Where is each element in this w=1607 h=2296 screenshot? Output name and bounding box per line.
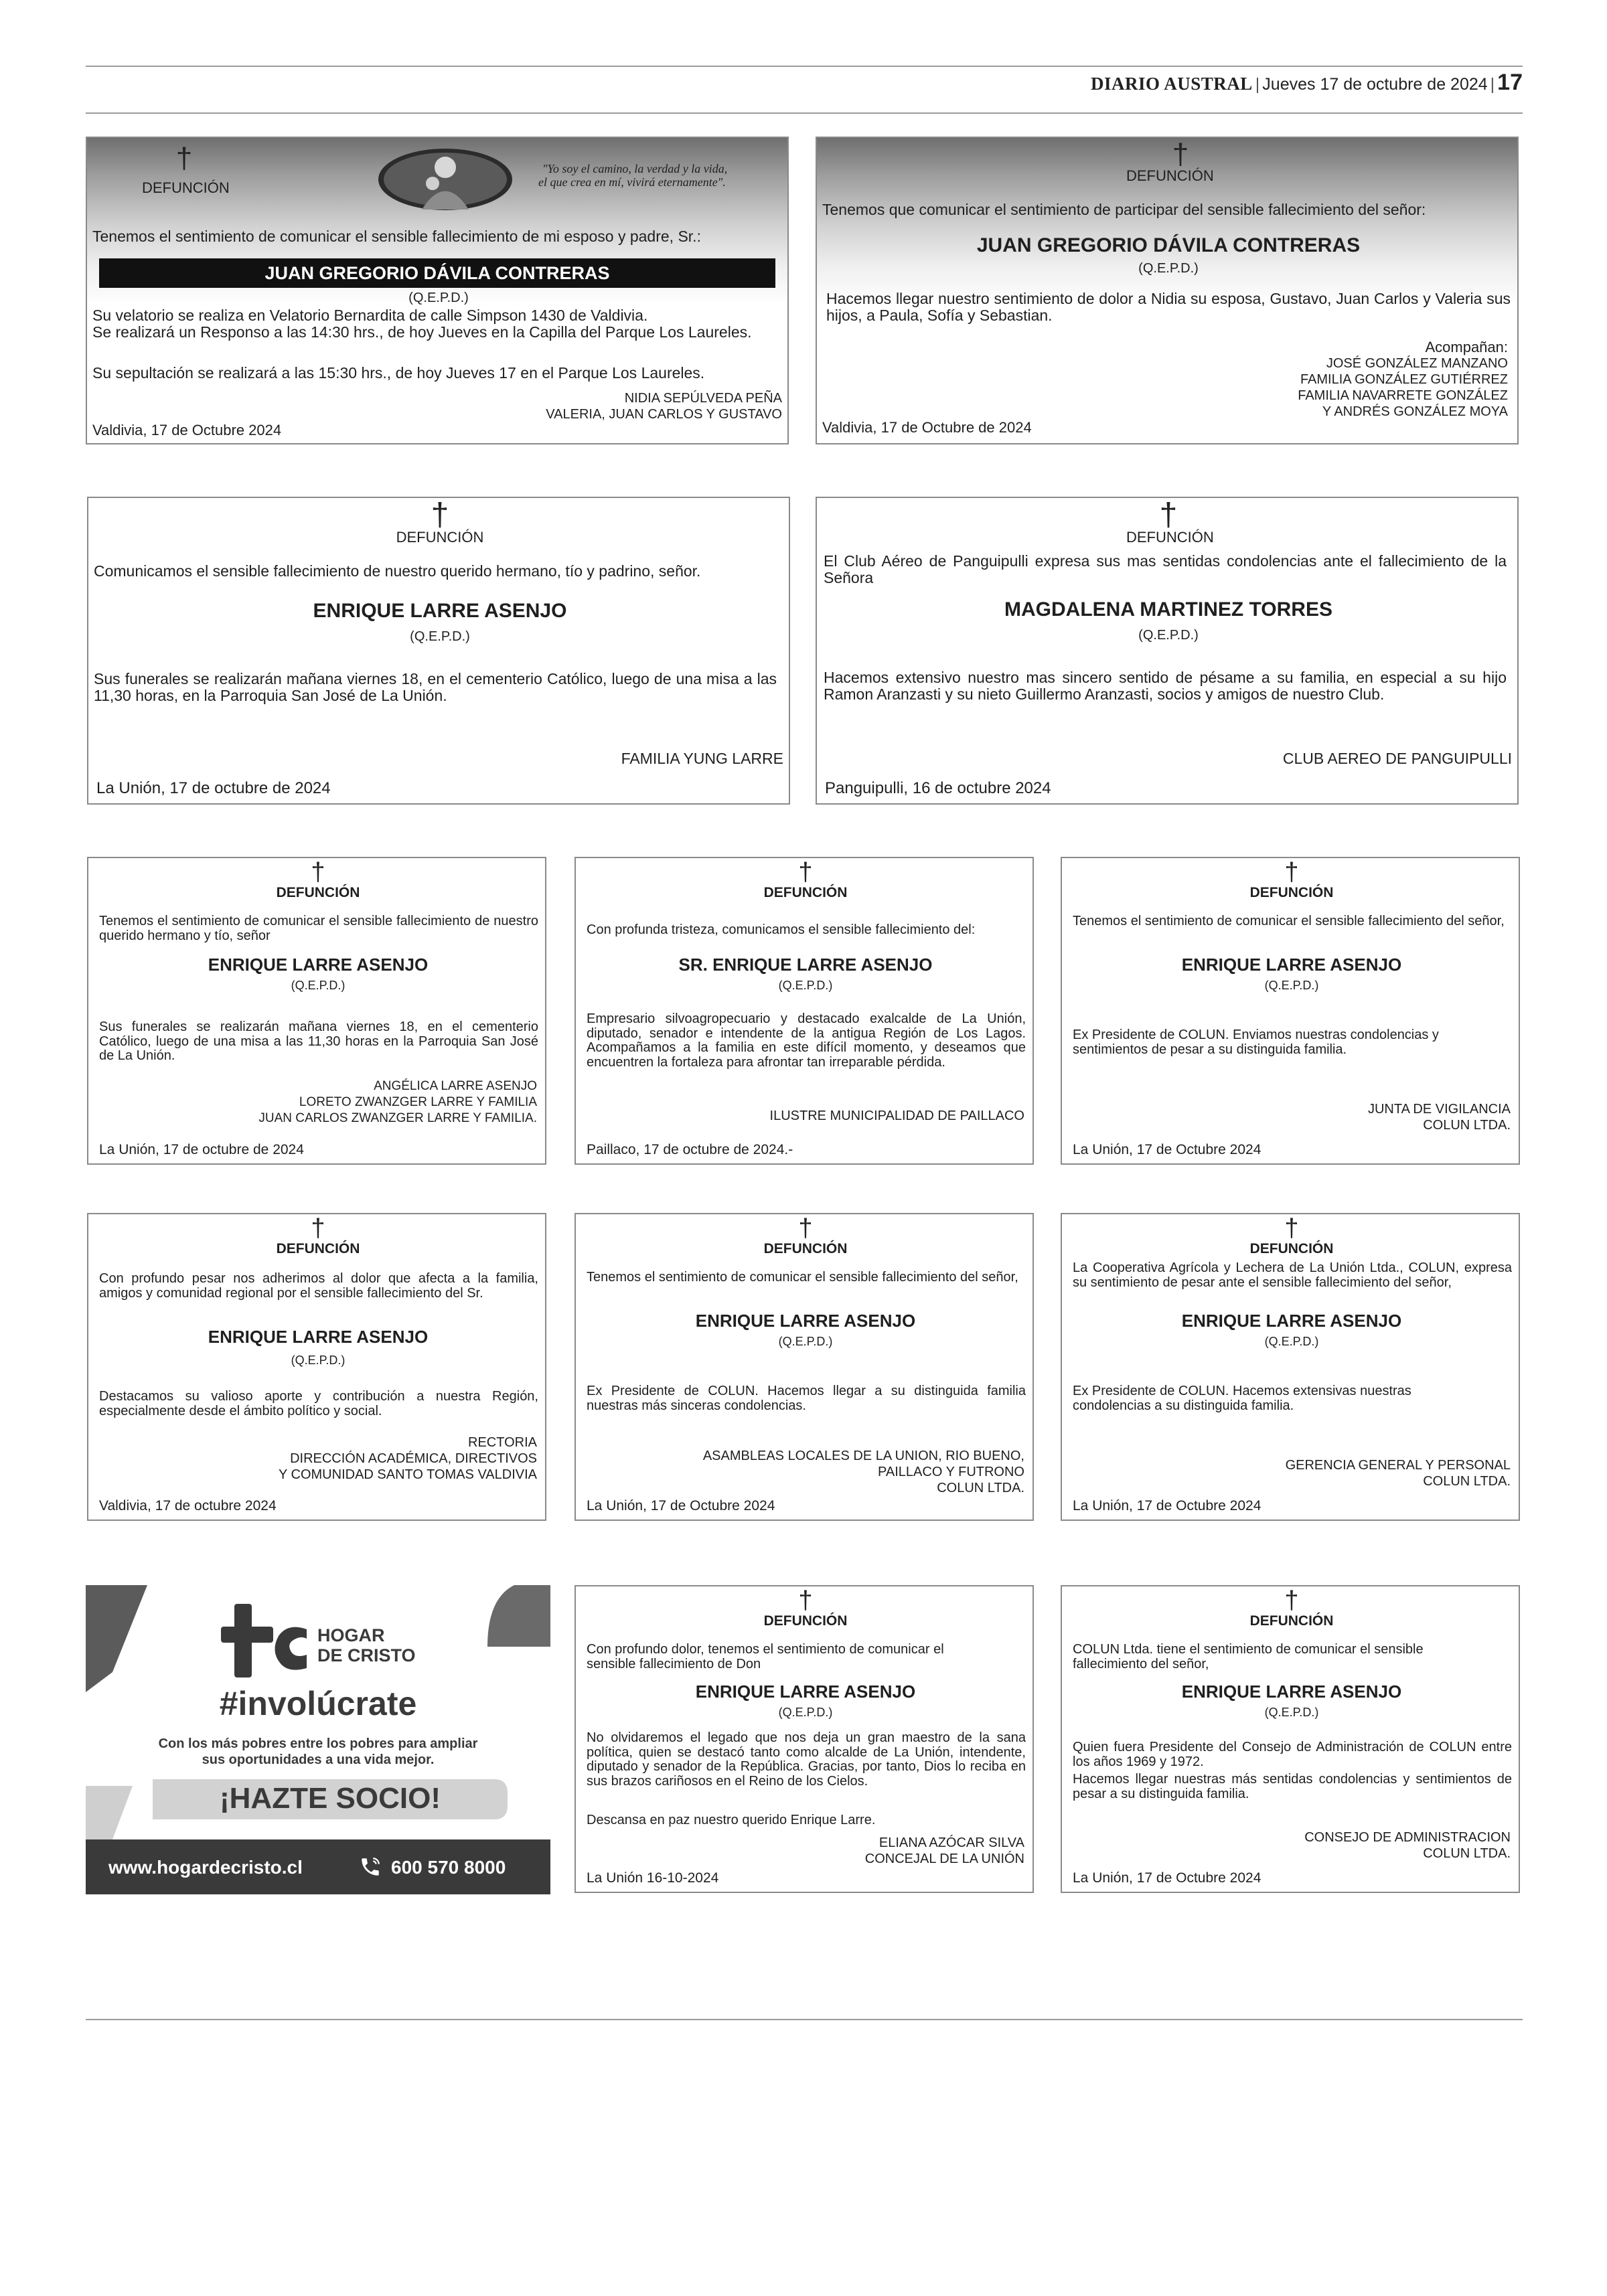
notice-body: Sus funerales se realizarán mañana viernes 18, en el cementerio Católico, luego de una misa a las 11,30 horas en la Parroquia San José de La Unión. — [99, 1019, 538, 1064]
notice-larre-siblings — [87, 857, 546, 1165]
notice-body: Hacemos llegar nuestro sentimiento de dolor a Nidia su esposa, Gustavo, Juan Carlos y Valeria sus hijos, a Paula, Sofía y Sebastian. — [826, 290, 1511, 324]
qepd-label: (Q.E.P.D.) — [1264, 979, 1319, 992]
qepd-label: (Q.E.P.D.) — [778, 1335, 833, 1348]
ad-phone-number[interactable]: 600 570 8000 — [391, 1857, 506, 1878]
notice-intro: COLUN Ltda. tiene el sentimiento de comunicar el sensible fallecimiento del señor, — [1073, 1642, 1424, 1671]
signature-line-1: NIDIA SEPÚLVEDA PEÑA — [624, 391, 782, 406]
religious-image — [375, 146, 516, 213]
qepd-label: (Q.E.P.D.) — [1264, 1706, 1319, 1719]
signature-line-3: Y COMUNIDAD SANTO TOMAS VALDIVIA — [278, 1467, 537, 1482]
notice-body: No olvidaremos el legado que nos deja un gran maestro de la sana política, quien se destacó tanto como alcalde de La Unión, intendente, diputado y senador de la República. Gracias, por tanto, Dios lo reciba en sus brazos cariñosos en el Reino de los Cielos. — [587, 1730, 1026, 1789]
qepd-label: (Q.E.P.D.) — [1264, 1335, 1319, 1348]
notice-heading: DEFUNCIÓN — [763, 1241, 848, 1256]
signature-line-1: ANGÉLICA LARRE ASENJO — [374, 1079, 537, 1093]
notice-footer-date: Valdivia, 17 de Octubre 2024 — [92, 422, 282, 438]
notice-heading: DEFUNCIÓN — [1249, 885, 1334, 900]
notice-intro: Tenemos el sentimiento de comunicar el sensible fallecimiento de nuestro querido hermano y tío, señor — [99, 914, 538, 943]
qepd-label: (Q.E.P.D.) — [1138, 261, 1199, 276]
deceased-name: ENRIQUE LARRE ASENJO — [313, 600, 567, 622]
ad-tagline-1: Con los más pobres entre los pobres para ampliar — [158, 1736, 478, 1751]
cross-icon: † — [311, 858, 325, 886]
notice-footer-date: Valdivia, 17 de octubre 2024 — [99, 1498, 277, 1513]
notice-intro: Con profundo pesar nos adherimos al dolor que afecta a la familia, amigos y comunidad regional por el sensible fallecimiento del Sr. — [99, 1271, 538, 1301]
cross-icon: † — [175, 142, 193, 175]
deceased-name: JUAN GREGORIO DÁVILA CONTRERAS — [99, 258, 775, 288]
notice-footer-date: Valdivia, 17 de Octubre de 2024 — [822, 419, 1032, 436]
signature: CLUB AEREO DE PANGUIPULLI — [1282, 750, 1512, 767]
hogar-de-cristo-ad[interactable] — [86, 1585, 550, 1894]
header-date: Jueves 17 de octubre de 2024 — [1262, 75, 1488, 94]
signature-line-1: JUNTA DE VIGILANCIA — [1367, 1102, 1511, 1117]
qepd-label: (Q.E.P.D.) — [1138, 628, 1199, 643]
notice-intro: Tenemos que comunicar el sentimiento de participar del sensible fallecimiento del señor: — [822, 201, 1426, 218]
signature-line-3: JUAN CARLOS ZWANZGER LARRE Y FAMILIA. — [258, 1111, 537, 1125]
qepd-label: (Q.E.P.D.) — [778, 1706, 833, 1719]
notice-footer-date: La Unión 16-10-2024 — [587, 1870, 719, 1886]
signature-line-3: FAMILIA NAVARRETE GONZÁLEZ — [1298, 388, 1508, 403]
cross-icon: † — [1159, 497, 1178, 533]
notice-footer-date: La Unión, 17 de octubre de 2024 — [96, 779, 331, 797]
ad-cta-button[interactable]: ¡HAZTE SOCIO! — [220, 1782, 441, 1815]
notice-intro: Con profunda tristeza, comunicamos el sensible fallecimiento del: — [587, 922, 976, 937]
notice-footer-date: La Unión, 17 de Octubre 2024 — [1073, 1498, 1261, 1513]
deceased-name: ENRIQUE LARRE ASENJO — [695, 1311, 916, 1331]
phone-icon — [359, 1856, 382, 1878]
signature-line-2: LORETO ZWANZGER LARRE Y FAMILIA — [299, 1095, 537, 1109]
notice-footer-date: La Unión, 17 de Octubre 2024 — [1073, 1870, 1261, 1886]
hogar-de-cristo-logo-icon — [221, 1604, 308, 1677]
notice-larre-santo-tomas — [87, 1213, 546, 1521]
newspaper-name: DIARIO AUSTRAL — [1090, 74, 1253, 94]
notice-heading: DEFUNCIÓN — [276, 1241, 360, 1256]
ad-tagline-2: sus oportunidades a una vida mejor. — [202, 1752, 435, 1767]
notice-heading: DEFUNCIÓN — [142, 179, 230, 196]
ad-brand-line-1: HOGAR — [317, 1625, 385, 1645]
deceased-name: MAGDALENA MARTINEZ TORRES — [1004, 598, 1332, 621]
notice-heading: DEFUNCIÓN — [763, 1613, 848, 1629]
notice-footer-date: Paillaco, 17 de octubre de 2024.- — [587, 1142, 793, 1157]
notice-larre-yung-family — [87, 497, 790, 805]
signature-line-3: COLUN LTDA. — [937, 1481, 1024, 1495]
cross-icon: † — [798, 858, 813, 886]
qepd-label: (Q.E.P.D.) — [410, 629, 470, 644]
cross-icon: † — [1284, 858, 1299, 886]
signature-line-1: GERENCIA GENERAL Y PERSONAL — [1285, 1458, 1511, 1473]
accompanied-label: Acompañan: — [1425, 339, 1508, 355]
notice-body: Ex Presidente de COLUN. Enviamos nuestras condolencias y sentimientos de pesar a su distinguida familia. — [1073, 1028, 1439, 1057]
signature-line-2: CONCEJAL DE LA UNIÓN — [864, 1852, 1024, 1866]
signature-line-4: Y ANDRÉS GONZÁLEZ MOYA — [1322, 404, 1508, 419]
cross-icon: † — [1284, 1214, 1299, 1242]
notice-heading: DEFUNCIÓN — [396, 529, 484, 546]
deceased-name: ENRIQUE LARRE ASENJO — [1181, 955, 1402, 975]
signature-line-1: ASAMBLEAS LOCALES DE LA UNION, RIO BUENO, — [702, 1449, 1024, 1463]
notice-body-closing: Descansa en paz nuestro querido Enrique Larre. — [587, 1813, 876, 1827]
notice-larre-junta-vigilancia — [1061, 857, 1520, 1165]
notice-heading: DEFUNCIÓN — [1249, 1241, 1334, 1256]
cross-icon: † — [431, 497, 449, 533]
notice-davila-family — [86, 137, 789, 444]
notice-intro: Tenemos el sentimiento de comunicar el sensible fallecimiento del señor, — [587, 1270, 1018, 1285]
signature-line-1: CONSEJO DE ADMINISTRACION — [1304, 1830, 1511, 1845]
signature-line-2: COLUN LTDA. — [1423, 1846, 1511, 1861]
page-number: 17 — [1497, 70, 1523, 95]
signature-line-2: PAILLACO Y FUTRONO — [878, 1465, 1024, 1479]
top-rule — [86, 66, 1523, 67]
notice-larre-gerencia — [1061, 1213, 1520, 1521]
qepd-label: (Q.E.P.D.) — [291, 979, 346, 992]
deceased-name: SR. ENRIQUE LARRE ASENJO — [678, 955, 933, 975]
notice-heading: DEFUNCIÓN — [1126, 167, 1214, 184]
bottom-rule — [86, 2019, 1523, 2020]
cross-icon: † — [798, 1214, 813, 1242]
notice-larre-concejal — [575, 1585, 1034, 1893]
deceased-name: ENRIQUE LARRE ASENJO — [208, 955, 429, 975]
notice-davila-friends — [816, 137, 1519, 444]
notice-intro: Tenemos el sentimiento de comunicar el sensible fallecimiento del señor, — [1073, 914, 1505, 928]
notice-intro: Tenemos el sentimiento de comunicar el sensible fallecimiento de mi esposo y padre, Sr.: — [92, 228, 701, 245]
qepd-label: (Q.E.P.D.) — [408, 291, 469, 305]
notice-martinez-club — [816, 497, 1519, 805]
notice-intro: Con profundo dolor, tenemos el sentimiento de comunicar el sensible fallecimiento de Don — [587, 1642, 944, 1671]
deceased-name: ENRIQUE LARRE ASENJO — [1181, 1682, 1402, 1702]
bible-quote-line-2: el que crea en mí, vivirá eternamente". — [538, 175, 726, 189]
notice-body-responso: Se realizará un Responso a las 14:30 hrs., de hoy Jueves en la Capilla del Parque Los Laureles. — [92, 323, 752, 341]
signature-line-2: FAMILIA GONZÁLEZ GUTIÉRREZ — [1300, 372, 1508, 387]
qepd-label: (Q.E.P.D.) — [291, 1354, 346, 1367]
notice-larre-asambleas — [575, 1213, 1034, 1521]
notice-body-burial: Su sepultación se realizará a las 15:30 hrs., de hoy Jueves 17 en el Parque Los Laureles. — [92, 364, 705, 382]
bible-quote-line-1: "Yo soy el camino, la verdad y la vida, — [542, 162, 728, 175]
deceased-name: ENRIQUE LARRE ASENJO — [208, 1327, 429, 1347]
notice-body: Ex Presidente de COLUN. Hacemos extensivas nuestras condolencias a su distinguida familia. — [1073, 1384, 1411, 1413]
cross-icon: † — [1172, 138, 1189, 171]
header-bottom-rule — [86, 112, 1523, 114]
notice-footer-date: Panguipulli, 16 de octubre 2024 — [825, 779, 1051, 797]
notice-body-condolences: Hacemos llegar nuestras más sentidas condolencias y sentimientos de pesar a su distinguida familia. — [1073, 1772, 1512, 1801]
notice-body: Quien fuera Presidente del Consejo de Administración de COLUN entre los años 1969 y 1972. — [1073, 1740, 1512, 1769]
notice-footer-date: La Unión, 17 de Octubre 2024 — [1073, 1142, 1261, 1157]
notice-intro: El Club Aéreo de Panguipulli expresa sus mas sentidas condolencias ante el fallecimiento de la Señora — [824, 552, 1507, 586]
notice-intro: La Cooperativa Agrícola y Lechera de La Unión Ltda., COLUN, expresa su sentimiento de pesar ante el sensible fallecimiento del señor, — [1073, 1260, 1512, 1290]
signature-line-2: DIRECCIÓN ACADÉMICA, DIRECTIVOS — [290, 1451, 537, 1466]
notice-body: Sus funerales se realizarán mañana viernes 18, en el cementerio Católico, luego de una misa a las 11,30 horas, en la Parroquia San José de La Unión. — [94, 670, 777, 704]
signature-line-2: VALERIA, JUAN CARLOS Y GUSTAVO — [546, 407, 782, 422]
notice-body: Ex Presidente de COLUN. Hacemos llegar a su distinguida familia nuestras más sinceras condolencias. — [587, 1384, 1026, 1413]
notice-heading: DEFUNCIÓN — [276, 885, 360, 900]
notice-footer-date: La Unión, 17 de octubre de 2024 — [99, 1142, 304, 1157]
signature-line-1: ELIANA AZÓCAR SILVA — [878, 1835, 1024, 1850]
signature-line-2: COLUN LTDA. — [1423, 1474, 1511, 1489]
signature-line-2: COLUN LTDA. — [1423, 1118, 1511, 1133]
signature: FAMILIA YUNG LARRE — [621, 750, 783, 767]
page-header: DIARIO AUSTRAL | Jueves 17 de octubre de 2024 | 17 — [1090, 70, 1523, 95]
notice-heading: DEFUNCIÓN — [1249, 1613, 1334, 1629]
ad-hashtag: #involúcrate — [219, 1685, 417, 1722]
cross-icon: † — [798, 1586, 813, 1615]
notice-body: Empresario silvoagropecuario y destacado exalcalde de La Unión, diputado, senador e intendente de la antigua Región de Los Lagos. Acompañamos a la familia en este difícil momento, y deseamos que encuentren la fortaleza para afrontar tan irreparable pérdida. — [587, 1011, 1026, 1070]
notice-body-wake: Su velatorio se realiza en Velatorio Bernardita de calle Simpson 1430 de Valdivia. — [92, 307, 648, 324]
signature-line-1: JOSÉ GONZÁLEZ MANZANO — [1326, 356, 1508, 371]
ad-website-link[interactable]: www.hogardecristo.cl — [108, 1857, 303, 1878]
signature-line-1: RECTORIA — [468, 1435, 537, 1450]
deceased-name: ENRIQUE LARRE ASENJO — [695, 1682, 916, 1702]
notice-larre-consejo — [1061, 1585, 1520, 1893]
notice-heading: DEFUNCIÓN — [763, 885, 848, 900]
deceased-name: ENRIQUE LARRE ASENJO — [1181, 1311, 1402, 1331]
cross-icon: † — [1284, 1586, 1299, 1615]
ad-brand-line-2: DE CRISTO — [317, 1645, 416, 1665]
notice-heading: DEFUNCIÓN — [1126, 529, 1214, 546]
notice-body: Destacamos su valioso aporte y contribución a nuestra Región, especialmente desde el ámbito político y social. — [99, 1389, 538, 1418]
qepd-label: (Q.E.P.D.) — [778, 979, 833, 992]
notice-body: Hacemos extensivo nuestro mas sincero sentido de pésame a su familia, en especial a su hijo Ramon Aranzasti y su nieto Guillermo Aranzasti, socios y amigos de nuestro Club. — [824, 669, 1507, 703]
deceased-name: JUAN GREGORIO DÁVILA CONTRERAS — [976, 234, 1361, 256]
cross-icon: † — [311, 1214, 325, 1242]
notice-footer-date: La Unión, 17 de Octubre 2024 — [587, 1498, 775, 1513]
notice-larre-paillaco — [575, 857, 1034, 1165]
notice-intro: Comunicamos el sensible fallecimiento de nuestro querido hermano, tío y padrino, señor. — [94, 562, 701, 580]
signature: ILUSTRE MUNICIPALIDAD DE PAILLACO — [769, 1109, 1024, 1123]
